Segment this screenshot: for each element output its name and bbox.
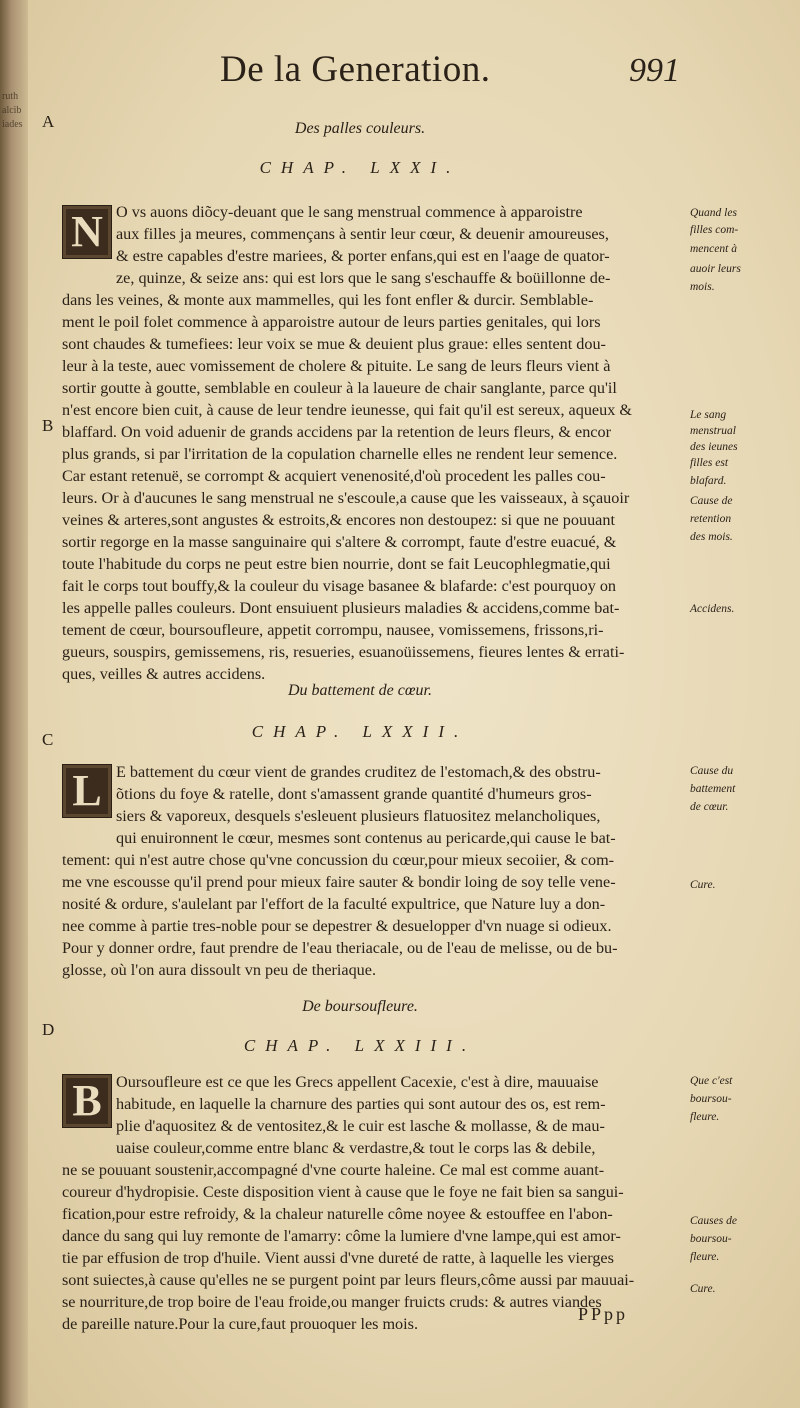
text-line: & estre capables d'estre mariees, & porter enfans,qui est en l'aage de quator-: [116, 247, 610, 265]
chapter-label: CHAP. LXXII.: [251, 722, 469, 741]
side-note: boursou-: [690, 1093, 732, 1105]
text-line: leur à la teste, auec vomissement de cholere & pituite. Le sang de leurs fleurs vient à: [62, 357, 611, 375]
text-line: õtions du foye & ratelle, dont s'amassent grande quantité d'humeurs gros-: [116, 785, 592, 803]
text-line: n'est encore bien cuit, à cause de leur tendre ieunesse, qui fait qu'il est sereux, aqueux &: [62, 401, 632, 419]
text-line: glosse, où l'on aura dissoult vn peu de theriaque.: [62, 961, 377, 979]
text-line: fait le corps tout bouffy,& la couleur du visage basanee & blafarde: c'est pourquoy on: [62, 577, 617, 595]
side-note: mois.: [690, 281, 715, 293]
section-title: Du battement de cœur.: [288, 682, 432, 699]
side-note: Cure.: [690, 879, 716, 891]
text-line: sont suiectes,à cause qu'elles ne se purgent point par leurs fleurs,côme aussi par mauuai-: [62, 1271, 635, 1289]
text-line: tement: qui n'est autre chose qu'vne concussion du cœur,pour mieux secoiier, & com-: [62, 851, 615, 869]
text-line: Pour y donner ordre, faut prendre de l'eau theriacale, ou de l'eau de melisse, ou de bu-: [62, 939, 618, 957]
dropcap-initial: N: [62, 205, 112, 259]
side-note: menstrual: [690, 425, 736, 437]
section-title: De boursoufleure.: [302, 998, 418, 1015]
side-note: fleure.: [690, 1111, 720, 1123]
side-note: Accidens.: [690, 603, 735, 615]
folio-number: 991: [629, 52, 680, 89]
dropcap-initial: L: [62, 764, 112, 818]
text-line: gueurs, souspirs, gemissemens, ris, resueries, esuanoüissemens, fieures lentes & errati-: [62, 643, 625, 661]
side-note: battement: [690, 783, 736, 795]
side-note: mencent à: [690, 243, 737, 255]
page-header: [200, 48, 680, 98]
margin-letter-b: B: [42, 416, 54, 435]
text-line: leurs. Or à d'aucunes le sang menstrual ne s'escoule,a cause que les vaisseaux, à sçauoir: [62, 489, 630, 507]
text-line: ques, veilles & autres accidens.: [62, 665, 266, 683]
text-line: dance du sang qui luy remonte de l'amarry: côme la lumiere d'vne lampe,qui est amor-: [62, 1227, 621, 1245]
side-note: Cause du: [690, 765, 734, 777]
text-line: sont chaudes & tumefiees: leur voix se mue & deuient plus graue: elles sentent dou-: [62, 335, 606, 353]
running-title: De la Generation.: [220, 49, 491, 90]
binding-edge-text: ruth alcibiades: [2, 91, 23, 130]
text-line: se nourriture,de trop boire de l'eau froide,ou manger fruicts cruds: & autres viandes: [62, 1293, 602, 1311]
text-line: qui enuironnent le cœur, mesmes sont contenus au pericarde,qui cause le bat-: [116, 829, 616, 847]
side-note: Cause de: [690, 495, 733, 507]
text-line: uaise couleur,comme entre blanc & verdastre,& tout le corps las & debile,: [116, 1139, 596, 1157]
side-note: Le sang: [690, 409, 727, 421]
side-note: Que c'est: [690, 1075, 733, 1087]
text-line: me vne escousse qu'il prend pour mieux faire sauter & bondir loing de soy telle vene-: [62, 873, 616, 891]
text-line: sortir goutte à goutte, semblable en couleur à la laueure de chair sanglante, parce qu'il: [62, 379, 617, 397]
side-note: fleure.: [690, 1251, 720, 1263]
text-line: habitude, en laquelle la charnure des parties qui sont autour des os, est rem-: [116, 1095, 606, 1113]
text-line: les appelle palles couleurs. Dont ensuiuent plusieurs maladies & accidens,comme bat-: [62, 599, 620, 617]
text-line: ment le poil folet commence à apparoistre autour de leurs parties genitales, qui lors: [62, 313, 601, 331]
text-line: sortir regorge en la masse sanguinaire qui s'altere & corrompt, faute d'estre euacué, &: [62, 533, 617, 551]
signature-mark: PPpp: [578, 1304, 629, 1324]
text-line: siers & vaporeux, desquels s'esleuent plusieurs flatuositez melancholiques,: [116, 807, 601, 825]
text-line: tement de cœur, boursoufleure, appetit corrompu, nausee, vomissemens, frissons,ri-: [62, 621, 604, 639]
text-line: dans les veines, & monte aux mammelles, qui les font enfler & durcir. Semblable-: [62, 291, 594, 309]
text-line: ze, quinze, & seize ans: qui est lors que le sang s'eschauffe & boüillonne de-: [116, 269, 611, 287]
side-note: Causes de: [690, 1215, 737, 1227]
side-note: retention: [690, 513, 732, 525]
text-line: ne se pouuant soustenir,accompagné d'vne courte haleine. Ce mal est comme auant-: [62, 1161, 605, 1179]
side-note: filles com-: [690, 224, 739, 236]
text-line: Oursoufleure est ce que les Grecs appellent Cacexie, c'est à dire, mauuaise: [116, 1073, 599, 1091]
text-line: toute l'habitude du corps ne peut estre bien nourrie, dont se fait Leucophlegmatie,qui: [62, 555, 611, 573]
text-line: nosité & ordure, s'aulelant par l'effort de la faculté expultrice, que Nature luy a don-: [62, 895, 606, 913]
section-title: Des palles couleurs.: [294, 120, 426, 137]
margin-letter-c: C: [42, 730, 54, 749]
side-note: Cure.: [690, 1283, 716, 1295]
side-note: blafard.: [690, 475, 727, 487]
chapter-label: CHAP. LXXI.: [259, 158, 461, 177]
text-line: E battement du cœur vient de grandes cruditez de l'estomach,& des obstru-: [116, 763, 601, 781]
side-note: boursou-: [690, 1233, 732, 1245]
text-line: coureur d'hydropisie. Ceste disposition vient à cause que le foye ne fait bien sa sangui-: [62, 1183, 624, 1201]
side-note: des mois.: [690, 531, 733, 543]
text-line: O vs auons diõcy-deuant que le sang menstrual commence à apparoistre: [116, 203, 583, 221]
text-line: aux filles ja meures, commençans à sentir leur cœur, & deuenir amoureuses,: [116, 225, 609, 243]
margin-letter-d: D: [42, 1020, 55, 1039]
text-line: tie par effusion de trop d'huile. Vient aussi d'vne dureté de ratte, à laquelle les vierges: [62, 1249, 614, 1267]
text-line: veines & arteres,sont angustes & estroits,& encores non destoupez: si que ne pouuant: [62, 511, 615, 529]
side-note: des ieunes: [690, 441, 738, 453]
text-line: de pareille nature.Pour la cure,faut prouoquer les mois.: [62, 1315, 418, 1333]
text-line: Car estant retenuë, se corrompt & acquiert venenosité,d'où procedent les palles cou-: [62, 467, 606, 485]
book-binding-edge: [0, 0, 28, 1408]
chapter-label: CHAP. LXXIII.: [243, 1036, 477, 1055]
side-note: de cœur.: [690, 801, 729, 813]
text-line: plie d'aquositez & de ventositez,& le cuir est lasche & mollasse, & de mau-: [116, 1117, 605, 1135]
text-line: fication,pour estre refroidy, & la chaleur naturelle côme noyee & estouffee en l'abon-: [62, 1205, 613, 1223]
text-line: plus grands, si par l'irritation de la copulation charnelle elles ne rendent leur semence.: [62, 445, 618, 463]
side-note: Quand les: [690, 207, 737, 219]
margin-letter-a: A: [42, 112, 55, 131]
text-line: nee comme à partie tres-noble pour se depestrer & desuelopper d'vn nuage si odieux.: [62, 917, 612, 935]
dropcap-initial: B: [62, 1074, 112, 1128]
side-note: filles est: [690, 457, 729, 469]
text-line: blaffard. On void aduenir de grands accidens par la retention de leurs fleurs, & encor: [62, 423, 611, 441]
side-note: auoir leurs: [690, 263, 741, 275]
